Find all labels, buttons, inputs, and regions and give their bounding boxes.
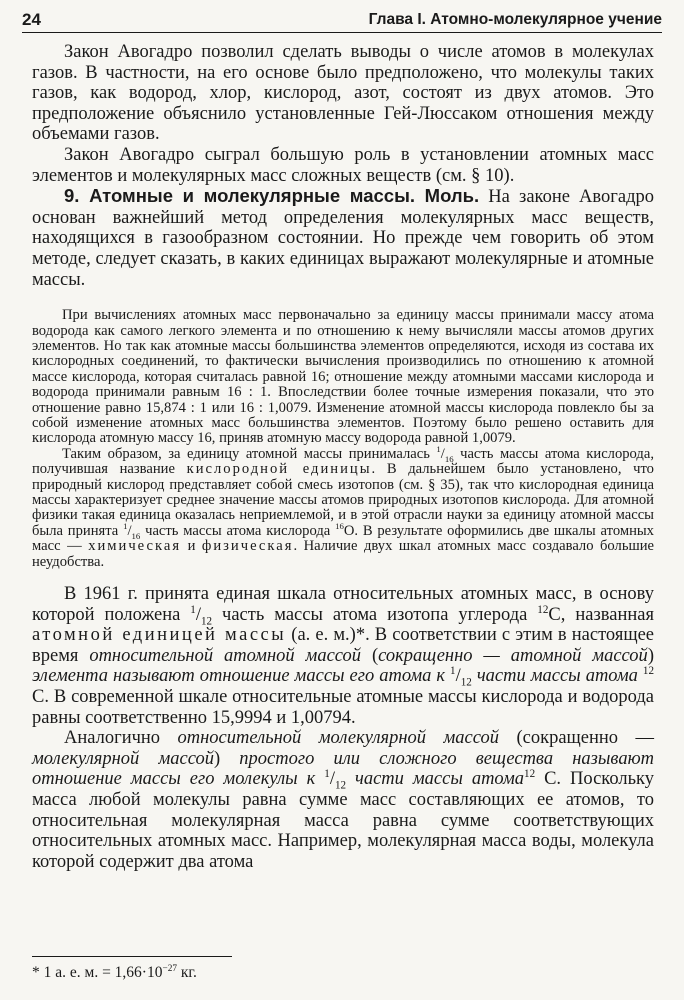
section-9-paragraph: 9. Атомные и молекулярные массы. Моль. На законе Авогадро основан важнейший метод определения молекулярных масс веществ, находящихся в газообразном состоянии. Но прежде чем говорить об этом методе, следует сказать, в каких единицах выражают молекулярные и атомные массы. xyxy=(32,185,654,290)
section-title: 9. Атомные и молекулярные массы. Моль. xyxy=(64,185,480,207)
footnote: * 1 а. е. м. = $1,66\cdot 10^{-27}$ кг. xyxy=(32,963,197,981)
paragraph-avogadro-2: Закон Авогадро сыграл большую роль в установлении атомных масс элементов и молекулярных масс сложных веществ (см. § 10). xyxy=(32,144,654,186)
smallprint-paragraph-2: Таким образом, за единицу атомной массы принималась $^1/_{16}$ часть массы атома кислорода, получившая название кислородной единицы. В дальнейшем было установлено, что природный кислород представляет собой смесь изотопов (см. § 35), так что кислородная единица массы характеризует среднее значение массы атомов природных изотопов кислорода. Для атомной физики такая единица оказалась неприемлемой, и в этой отрасли науки за единицу атомной массы была принята $^1/_{16}$ часть массы атома кислорода $^{16}$O. В результате оформились две шкалы атомных масс — химическая и физическая. Наличие двух шкал атомных масс создавало большие неудобства. xyxy=(32,443,654,570)
paragraph-avogadro-1: Закон Авогадро позволил сделать выводы о числе атомов в молекулах газов. В частности, на его основе было предположено, что молекулы таких газов, как водород, хлор, кислород, азот, состоят из двух атомов. Это предположение объяснило установленные Гей-Люссаком отношения между объемами газов. xyxy=(32,42,654,145)
paragraph-unified-scale: В 1961 г. принята единая шкала относительных атомных масс, в основу которой положена $^1/_{12}$ часть массы атома изотопа углерода $^{12}$C, названная атомной единицей массы (а. е. м.)*. В соответствии с этим в настоящее время относительной атомной массой (сокращенно — атомной массой) элемента называют отношение массы его атома к $^1/_{12}$ части массы атома $^{12}$ C. В современной шкале относительные атомные массы кислорода и водорода равны соответственно 15,9994 и 1,00794. xyxy=(32,584,655,728)
paragraph-molecular-mass: Аналогично относительной молекулярной массой (сокращенно — молекулярной массой) простого или сложного вещества называют отношение массы его молекулы к $^1/_{12}$ части массы атома$^{12}$ C. Поскольку масса любой молекулы равна сумме масс составляющих ее атомов, то относительная молекулярная масса равна сумме соответствующих относительных атомных масс. Например, молекулярная масса воды, молекула которой содержит два атома xyxy=(32,728,654,872)
page-body xyxy=(32,42,654,872)
smallprint-paragraph-1: При вычислениях атомных масс первоначально за единицу массы принимали массу атома водорода как самого легкого элемента и по отношению к нему вычисляли массы атомов других элементов. Но так как атомные массы большинства элементов определяются, исходя из состава их кислородных соединений, то фактически вычисления производились по отношению к атомной массе кислорода, которая считалась равной 16; отношение между атомными массами кислорода и водорода принимали равным 16 : 1. Впоследствии более точные измерения показали, что это отношение равно 15,874 : 1 или 16 : 1,0079. Изменение атомной массы кислорода повлекло бы за собой изменение атомных масс большинства элементов. Поэтому было решено оставить для кислорода атомную массу 16, приняв атомную массу водорода равной 1,0079. xyxy=(32,307,654,447)
page-header xyxy=(22,10,662,33)
footnote-rule xyxy=(32,956,232,957)
running-head: Глава I. Атомно-молекулярное учение xyxy=(368,11,662,28)
page-number: 24 xyxy=(22,10,41,29)
